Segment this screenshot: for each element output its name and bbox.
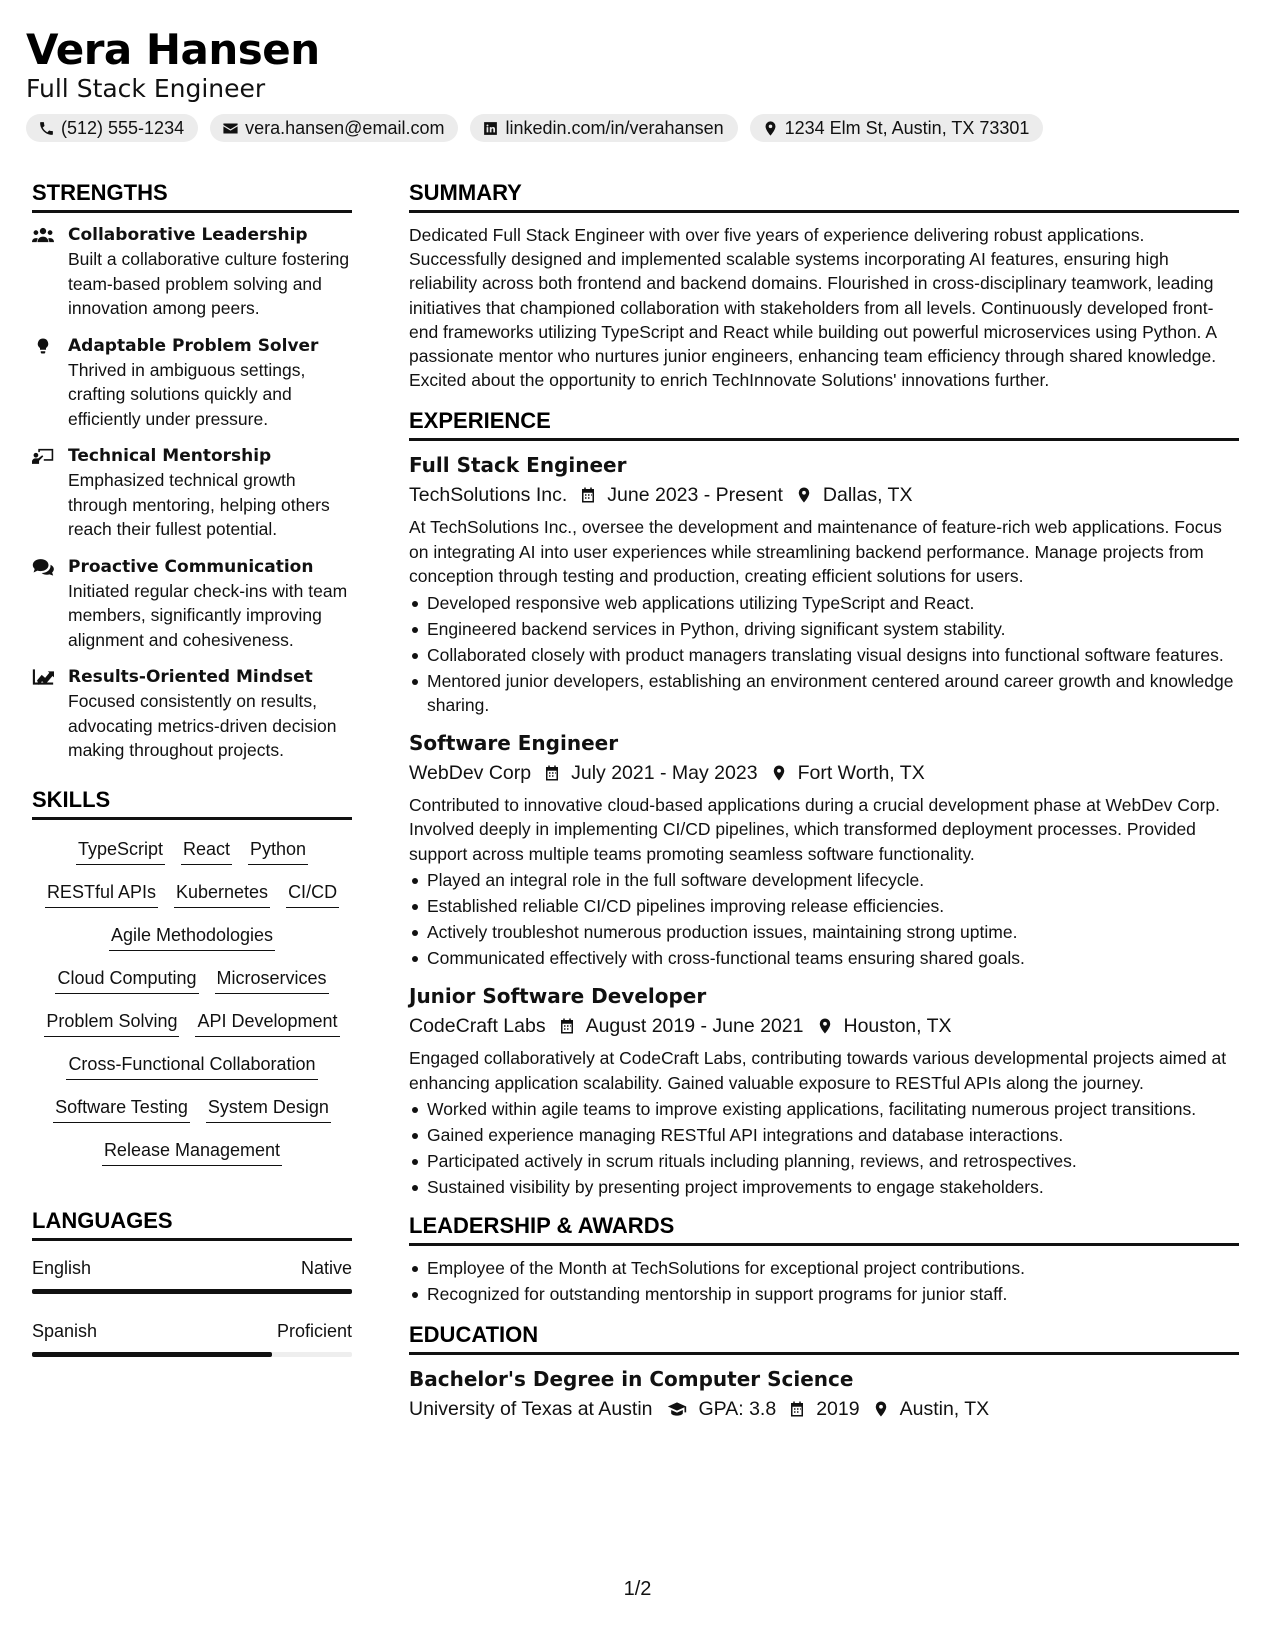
strength-item: [32, 334, 352, 432]
strength-item: [32, 555, 352, 653]
skill-tag: Problem Solving: [44, 1008, 179, 1037]
skill-tag: Microservices: [215, 965, 329, 994]
users-icon: [32, 226, 54, 244]
list-item: Engineered backend services in Python, driving significant system stability.: [409, 617, 1239, 641]
strength-desc: Initiated regular check-ins with team members, significantly improving alignment and cohesiveness.: [68, 580, 348, 650]
strength-item: [32, 444, 352, 542]
education-meta: [409, 1395, 1239, 1423]
calendar-icon: [543, 763, 561, 783]
skill-tag: CI/CD: [286, 879, 339, 908]
education-year: 2019: [816, 1398, 860, 1421]
awards-title: LEADERSHIP & AWARDS: [409, 1211, 1239, 1246]
strength-desc: Thrived in ambiguous settings, crafting solutions quickly and efficiently under pressure.: [68, 359, 306, 429]
contact-bar: [26, 114, 1246, 142]
calendar-icon: [558, 1016, 576, 1036]
language-level: Native: [300, 1257, 352, 1278]
strength-title: Collaborative Leadership: [68, 225, 308, 245]
job-title: Software Engineer: [409, 730, 619, 755]
contact-email-text: vera.hansen@email.com: [245, 117, 445, 138]
job-meta: [409, 759, 1239, 787]
skill-tag: API Development: [195, 1008, 339, 1037]
contact-address-text: 1234 Elm St, Austin, TX 73301: [784, 117, 1030, 138]
contact-linkedin[interactable]: [470, 114, 737, 142]
job-bullets: [409, 591, 1239, 717]
job-meta: [409, 481, 1239, 509]
skill-tag: Python: [248, 836, 308, 865]
strength-item: [32, 223, 352, 321]
strength-desc: Focused consistently on results, advocating metrics-driven decision making throughout projects.: [68, 691, 337, 760]
job-entry: [409, 982, 1239, 1199]
list-item: Gained experience managing RESTful API integrations and database interactions.: [409, 1123, 1239, 1147]
summary-text: Dedicated Full Stack Engineer with over five years of experience delivering robust applications. Successfully designed and implemented scalable systems incorporating AI features, ensuring high reliability across both frontend and backend domains. Flourished in cross-disciplinary teamwork, leading initiatives that championed collaboration with stakeholders from all levels. Continuously developed front-end frameworks utilizing TypeScript and React while building out powerful microservices using Python. A passionate mentor who nurtures junior engineers, enhancing team efficiency through shared knowledge. Excited about the opportunity to enrich TechInnovate Solutions' innovations further.: [409, 225, 1217, 391]
job-bullets: [409, 868, 1239, 970]
contact-email[interactable]: [210, 114, 458, 142]
list-item: Sustained visibility by presenting project improvements to engage stakeholders.: [409, 1175, 1239, 1199]
chalkboard-teacher-icon: [32, 447, 54, 465]
page-number: 1/2: [623, 1578, 652, 1600]
right-column: [409, 178, 1239, 1435]
phone-icon: [38, 120, 55, 137]
location-pin-icon: [872, 1399, 890, 1419]
candidate-name: Vera Hansen: [26, 25, 320, 74]
language-item: [32, 1255, 352, 1294]
list-item: Developed responsive web applications utilizing TypeScript and React.: [409, 591, 1239, 615]
strength-title: Proactive Communication: [68, 556, 314, 577]
contact-phone-text: (512) 555-1234: [61, 117, 185, 138]
lightbulb-icon: [32, 337, 54, 355]
job-location: Houston, TX: [843, 1015, 952, 1038]
job-company: TechSolutions Inc.: [409, 484, 568, 507]
skill-tag: Release Management: [102, 1137, 282, 1166]
skill-tag: Kubernetes: [174, 879, 270, 908]
location-pin-icon: [795, 485, 813, 505]
contact-phone[interactable]: [26, 114, 198, 142]
list-item: Recognized for outstanding mentorship in support programs for junior staff.: [409, 1282, 1239, 1306]
linkedin-icon: [482, 120, 499, 137]
skill-tag: Agile Methodologies: [109, 922, 275, 951]
education-school: University of Texas at Austin: [409, 1398, 653, 1421]
language-item: [32, 1318, 352, 1357]
language-proficiency-bar: [32, 1352, 352, 1357]
education-title: EDUCATION: [409, 1320, 1239, 1355]
strengths-title: STRENGTHS: [32, 178, 352, 213]
job-title: Junior Software Developer: [409, 984, 707, 1009]
list-item: Actively troubleshot numerous production issues, maintaining strong uptime.: [409, 920, 1239, 944]
language-proficiency-fill: [32, 1289, 352, 1294]
strength-title: Technical Mentorship: [68, 446, 272, 466]
left-column: [32, 178, 352, 1381]
list-item: Collaborated closely with product managers translating visual designs into functional software features.: [409, 643, 1239, 667]
list-item: Communicated effectively with cross-functional teams ensuring shared goals.: [409, 946, 1239, 970]
list-item: Established reliable CI/CD pipelines improving release efficiencies.: [409, 894, 1239, 918]
list-item: Played an integral role in the full software development lifecycle.: [409, 868, 1239, 892]
strength-title: Results-Oriented Mindset: [68, 667, 313, 687]
job-dates: July 2021 - May 2023: [571, 761, 758, 784]
summary-title: SUMMARY: [409, 178, 1239, 213]
job-location: Dallas, TX: [822, 484, 913, 507]
skill-tag: Cross-Functional Collaboration: [66, 1051, 317, 1080]
resume-header: [26, 24, 1246, 142]
list-item: Participated actively in scrum rituals including planning, reviews, and retrospectives.: [409, 1149, 1239, 1173]
list-item: Mentored junior developers, establishing an environment centered around career growth and knowledge sharing.: [409, 669, 1239, 717]
skill-tag: RESTful APIs: [45, 879, 158, 908]
skill-tag: TypeScript: [76, 836, 165, 865]
list-item: Worked within agile teams to improve existing applications, facilitating numerous project transitions.: [409, 1097, 1239, 1121]
job-location: Fort Worth, TX: [797, 761, 925, 784]
location-pin-icon: [770, 763, 788, 783]
awards-list: [409, 1256, 1239, 1306]
list-item: Employee of the Month at TechSolutions for exceptional project contributions.: [409, 1256, 1239, 1280]
strength-item: [32, 665, 352, 763]
candidate-role: Full Stack Engineer: [26, 74, 266, 103]
contact-address: [750, 114, 1044, 142]
calendar-icon: [788, 1399, 806, 1419]
job-description: Engaged collaboratively at CodeCraft Labs, contributing towards various developmental projects aimed at enhancing application scalability. Gained valuable exposure to RESTful APIs along the journey.: [409, 1048, 1227, 1093]
envelope-icon: [222, 120, 239, 137]
skill-tag: System Design: [206, 1094, 331, 1123]
education-location: Austin, TX: [899, 1398, 990, 1421]
skill-tag: Cloud Computing: [55, 965, 198, 994]
job-entry: [409, 729, 1239, 971]
job-dates: August 2019 - June 2021: [585, 1015, 804, 1038]
contact-linkedin-text: linkedin.com/in/verahansen: [505, 117, 724, 138]
education-gpa: GPA: 3.8: [698, 1398, 777, 1421]
education-entry: [409, 1365, 1239, 1423]
strength-title: Adaptable Problem Solver: [68, 335, 319, 356]
languages-title: LANGUAGES: [32, 1206, 352, 1241]
comments-icon: [32, 558, 54, 576]
education-degree: Bachelor's Degree in Computer Science: [409, 1367, 854, 1392]
job-entry: [409, 451, 1239, 717]
job-description: At TechSolutions Inc., oversee the development and maintenance of feature-rich web applications. Focus on integrating AI into user experiences while streamlining backend performance. Manage projects from conception through testing and production, creating efficient solutions for users.: [409, 517, 1222, 587]
chart-line-icon: [32, 668, 54, 686]
graduation-cap-icon: [665, 1399, 689, 1419]
language-proficiency-fill: [32, 1352, 272, 1357]
job-description: Contributed to innovative cloud-based applications during a crucial development phase at WebDev Corp. Involved deeply in implementing CI/CD pipelines, which transformed deployment processes. Provided support across multiple teams promoting seamless software functionality.: [409, 794, 1220, 864]
skills-title: SKILLS: [32, 785, 352, 820]
language-name: English: [32, 1257, 92, 1278]
job-bullets: [409, 1097, 1239, 1199]
skills-list: [32, 836, 352, 1166]
skill-tag: Software Testing: [53, 1094, 190, 1123]
strength-desc: Built a collaborative culture fostering team-based problem solving and innovation among peers.: [68, 249, 350, 318]
job-company: WebDev Corp: [409, 761, 532, 784]
language-level: Proficient: [276, 1320, 352, 1341]
calendar-icon: [579, 485, 597, 505]
experience-title: EXPERIENCE: [409, 406, 1239, 441]
location-pin-icon: [816, 1016, 834, 1036]
strength-desc: Emphasized technical growth through mentoring, helping others reach their fullest potential.: [68, 470, 330, 539]
location-pin-icon: [762, 120, 779, 137]
language-proficiency-bar: [32, 1289, 352, 1294]
skill-tag: React: [181, 836, 232, 865]
language-name: Spanish: [32, 1320, 98, 1341]
job-dates: June 2023 - Present: [607, 484, 783, 507]
job-title: Full Stack Engineer: [409, 453, 627, 478]
job-company: CodeCraft Labs: [409, 1015, 546, 1038]
job-meta: [409, 1012, 1239, 1040]
